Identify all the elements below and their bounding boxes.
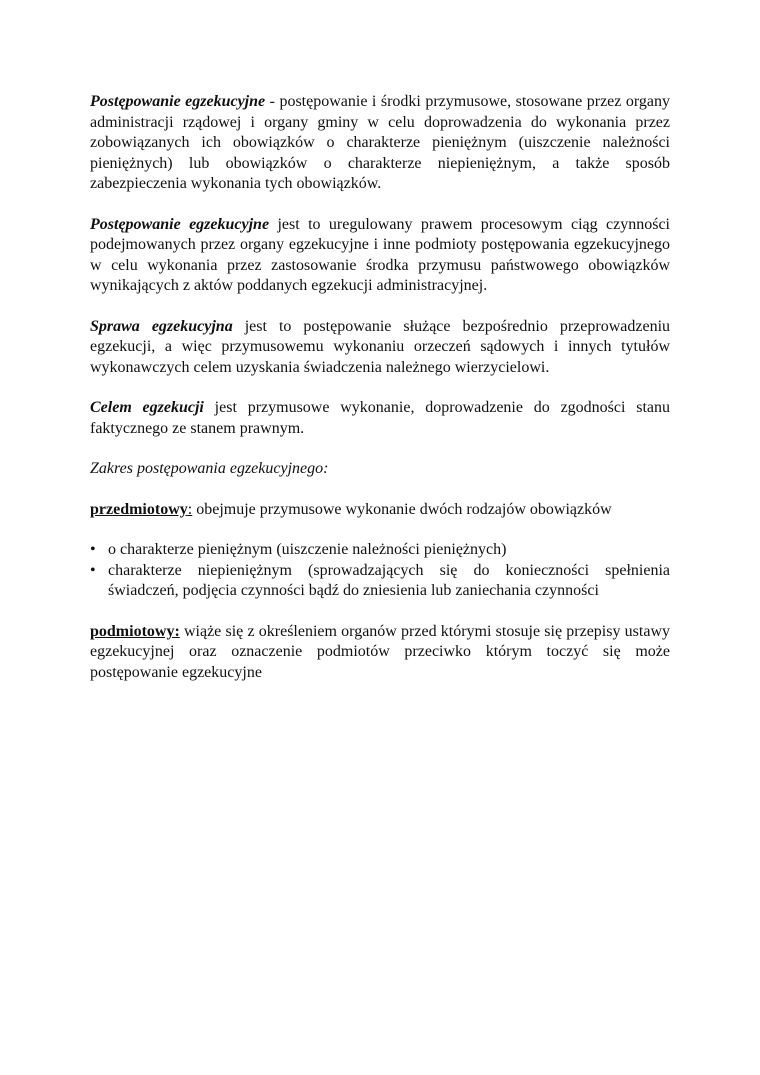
scope-przedmiotowy <box>90 500 670 521</box>
przedmiotowy-text: obejmuje przymusowe wykonanie dwóch rodzajów obowiązków <box>192 500 612 518</box>
bullet-icon: • <box>90 541 96 558</box>
term-postepowanie-egzekucyjne: Postępowanie egzekucyjne <box>90 93 266 110</box>
scope-podmiotowy <box>90 622 670 684</box>
term-postepowanie-egzekucyjne-2: Postępowanie egzekucyjne <box>90 215 270 233</box>
definition-text: jest to uregulowany prawem procesowym ciąg czynności podejmowanych przez organy egzekucyjne i inne podmioty postępowania egzekucyjnego w celu wykonania przez zastosowanie środka przymusu państwowego obowiązków wynikających z aktów poddanych egzekucji administracyjnej. <box>90 215 670 294</box>
list-item-text: o charakterze pieniężnym (uiszczenie należności pieniężnych) <box>108 541 507 558</box>
list-item <box>90 540 670 561</box>
list-item-text: charakterze niepieniężnym (sprowadzających się do konieczności spełnienia świadczeń, podjęcia czynności bądź do zniesienia lub zaniechania czynności <box>108 561 670 599</box>
obligations-list <box>90 540 670 602</box>
scope-heading-text: Zakres postępowania egzekucyjnego <box>90 460 324 477</box>
definition-paragraph-4 <box>90 398 670 439</box>
document-page <box>90 92 670 703</box>
definition-paragraph-1 <box>90 92 670 195</box>
term-sprawa-egzekucyjna: Sprawa egzekucyjna <box>90 317 233 335</box>
definition-text: jest przymusowe wykonanie, doprowadzenie do zgodności stanu faktycznego ze stanem prawnym. <box>90 399 671 437</box>
definition-text: - postępowanie i środki przymusowe, stosowane przez organy administracji rządowej i organy gminy w celu doprowadzenia do wykonania przez zobowiązanych ich obowiązków o charakterze pieniężnym (uiszczenie należności pieniężnych) lub obowiązków o charakterze niepieniężnym, a także sposób zabezpieczenia wykonania tych obowiązków. <box>90 93 671 192</box>
list-item <box>90 561 670 602</box>
scope-heading <box>90 459 670 480</box>
definition-paragraph-3 <box>90 317 670 379</box>
przedmiotowy-label-suffix: : <box>187 500 193 518</box>
bullet-icon: • <box>90 561 96 579</box>
podmiotowy-text: wiąże się z określeniem organów przed którymi stosuje się przepisy ustawy egzekucyjnej oraz oznaczenie podmiotów przeciwko którym toczyć się może postępowanie egzekucyjne <box>90 622 670 681</box>
term-celem-egzekucji: Celem egzekucji <box>90 399 204 416</box>
definition-paragraph-2 <box>90 215 670 297</box>
scope-heading-suffix: : <box>323 460 329 477</box>
przedmiotowy-label: przedmiotowy <box>90 500 188 518</box>
podmiotowy-label: podmiotowy: <box>90 622 180 640</box>
definition-text: jest to postępowanie służące bezpośrednio przeprowadzeniu egzekucji, a więc przymusowemu wykonaniu orzeczeń sądowych i innych tytułów wykonawczych celem uzyskania świadczenia należnego wierzycielowi. <box>90 317 671 376</box>
